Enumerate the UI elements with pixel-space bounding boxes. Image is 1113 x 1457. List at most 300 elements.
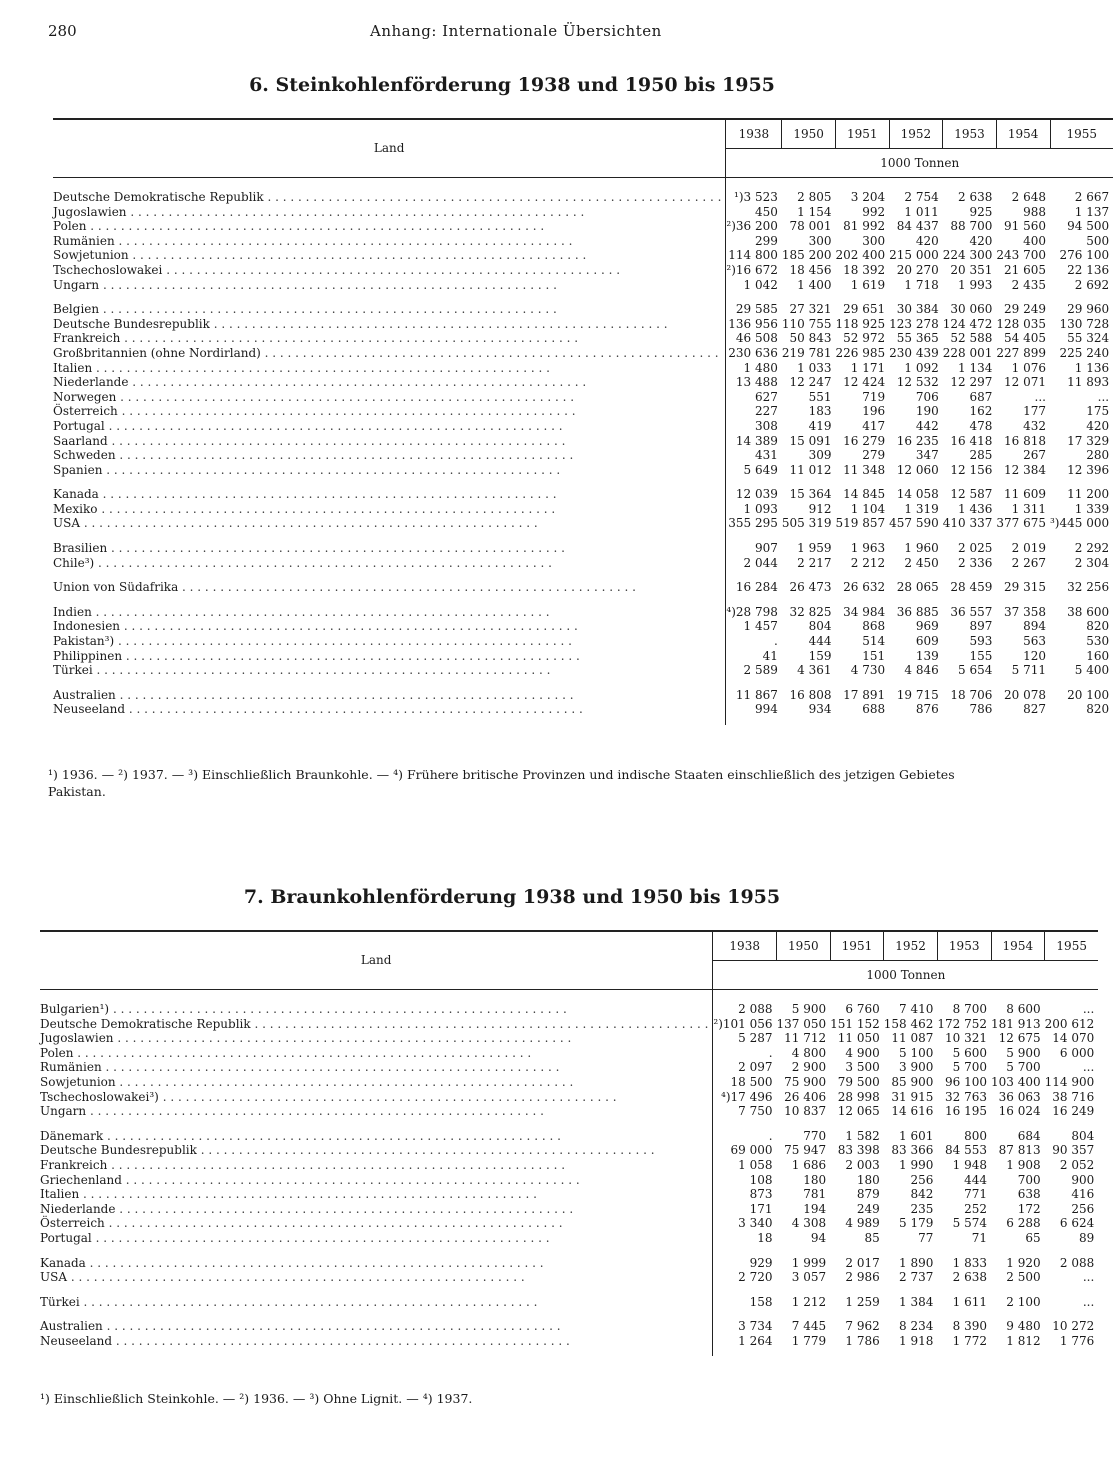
value-cell: 2 692	[1074, 277, 1110, 292]
value-cell: 34 984	[843, 604, 886, 619]
value-cell: 14 845	[843, 487, 886, 502]
value-cell: 4 800	[791, 1045, 827, 1060]
value-cell: 12 587	[950, 487, 993, 502]
value-cell: 91 560	[1004, 219, 1046, 234]
table-row	[40, 1319, 1098, 1334]
value-cell: 444	[808, 634, 832, 649]
value-cell: 12 039	[735, 487, 778, 502]
group-spacer-row	[40, 1309, 1098, 1319]
value-cell: 1 339	[1074, 501, 1110, 516]
country-label: Tschechoslowakei . . . . . . . . . . . . . . . . . . . . . . . . . . . . . . . . . . . . . . . . . . . . . . . . . . . . . . . . . . . .	[53, 263, 726, 278]
table7-title: 7. Braunkohlenförderung 1938 und 1950 bis 1955	[243, 886, 781, 908]
country-label: Großbritannien (ohne Nordirland) . . . . . . . . . . . . . . . . . . . . . . . . . . . . . . . . . . . . . . . . . . . . . . . . . . . . . . . . . . . .	[53, 346, 726, 361]
value-cell: 627	[754, 389, 778, 404]
table-row	[40, 1216, 1098, 1231]
value-cell: 2 003	[845, 1157, 880, 1172]
value-cell: 18 706	[950, 687, 993, 702]
value-cell: 14 389	[735, 433, 778, 448]
value-cell: 124 472	[942, 316, 993, 331]
table-row	[40, 1173, 1098, 1188]
value-cell: 139	[915, 648, 939, 663]
value-cell: 1 134	[958, 360, 993, 375]
value-cell: 137 050	[776, 1016, 827, 1031]
table7-year-1950: 1950	[777, 931, 831, 961]
value-cell: 804	[808, 619, 832, 634]
value-cell: 1 033	[797, 360, 832, 375]
value-cell: 16 195	[945, 1104, 988, 1119]
value-cell: 897	[969, 619, 993, 634]
value-cell: 781	[803, 1187, 827, 1202]
value-cell: 1 582	[845, 1128, 880, 1143]
value-cell: 227	[754, 404, 778, 419]
country-label: Chile³) . . . . . . . . . . . . . . . . . . . . . . . . . . . . . . . . . . . . . . . . . . . . . . . . . . . . . . . . . . . .	[53, 556, 726, 571]
value-cell: 17 891	[843, 687, 886, 702]
table-row	[40, 1046, 1098, 1061]
country-label: USA . . . . . . . . . . . . . . . . . . . . . . . . . . . . . . . . . . . . . . . . . . . . . . . . . . . . . . . . . . . .	[53, 516, 726, 531]
value-cell: 38 600	[1067, 604, 1110, 619]
table-row	[53, 248, 1113, 263]
country-label: Deutsche Bundesrepublik . . . . . . . . . . . . . . . . . . . . . . . . . . . . . . . . . . . . . . . . . . . . . . . . . . . . . . . . . . . .	[53, 317, 726, 332]
value-cell: 868	[862, 619, 886, 634]
table7-year-1951: 1951	[830, 931, 884, 961]
value-cell: 2 017	[845, 1255, 880, 1270]
value-cell: 22 136	[1067, 262, 1110, 277]
value-cell: ...	[1097, 389, 1110, 404]
value-cell: 1 136	[1074, 360, 1110, 375]
value-cell: 638	[1017, 1187, 1041, 1202]
table-row	[53, 649, 1113, 664]
table-row	[40, 1090, 1098, 1105]
value-cell: 29 249	[1004, 302, 1046, 317]
country-label: Ungarn . . . . . . . . . . . . . . . . . . . . . . . . . . . . . . . . . . . . . . . . . . . . . . . . . . . . . . . . . . . .	[53, 278, 726, 293]
value-cell: 2 025	[958, 541, 993, 556]
table-row	[53, 419, 1113, 434]
value-cell: 5 649	[743, 462, 778, 477]
value-cell: 16 418	[950, 433, 993, 448]
group-spacer-row	[53, 595, 1113, 605]
value-cell: 1 920	[1006, 1255, 1041, 1270]
country-label: Deutsche Demokratische Republik . . . . . . . . . . . . . . . . . . . . . . . . . . . . . . . . . . . . . . . . . . . . . . . . . . . . . . . . . . . .	[40, 1017, 713, 1032]
value-cell: 18 392	[843, 262, 886, 277]
value-cell: 78 001	[789, 219, 832, 234]
country-label: Pakistan³) . . . . . . . . . . . . . . . . . . . . . . . . . . . . . . . . . . . . . . . . . . . . . . . . . . . . . . . . . . . .	[53, 634, 726, 649]
value-cell: 13 488	[735, 375, 778, 390]
table6-year-1938: 1938	[726, 119, 782, 149]
value-cell: 444	[964, 1172, 988, 1187]
value-cell: 417	[862, 418, 886, 433]
country-label: Polen . . . . . . . . . . . . . . . . . . . . . . . . . . . . . . . . . . . . . . . . . . . . . . . . . . . . . . . . . . . .	[53, 219, 726, 234]
value-cell: 96 100	[945, 1074, 988, 1089]
value-cell: 225 240	[1059, 345, 1110, 360]
table-row	[40, 1017, 1098, 1032]
value-cell: 18 500	[730, 1074, 773, 1089]
value-cell: 5 179	[899, 1216, 934, 1231]
table6-year-1951: 1951	[836, 119, 890, 149]
value-cell: 12 297	[950, 375, 993, 390]
value-cell: 181 913	[991, 1016, 1041, 1031]
value-cell: 1 171	[850, 360, 886, 375]
value-cell: 11 348	[843, 462, 886, 477]
value-cell: 172 752	[937, 1016, 988, 1031]
spacer-row	[53, 178, 1113, 191]
value-cell: 432	[1023, 418, 1046, 433]
value-cell: 1 963	[850, 541, 886, 556]
value-cell: 202 400	[835, 248, 886, 263]
value-cell: 1 959	[797, 541, 832, 556]
country-label: Indien . . . . . . . . . . . . . . . . . . . . . . . . . . . . . . . . . . . . . . . . . . . . . . . . . . . . . . . . . . . .	[53, 605, 726, 620]
value-cell: 912	[808, 501, 832, 516]
value-cell: 190	[915, 404, 939, 419]
country-label: Frankreich . . . . . . . . . . . . . . . . . . . . . . . . . . . . . . . . . . . . . . . . . . . . . . . . . . . . . . . . . . . .	[40, 1158, 713, 1173]
value-cell: 7 750	[738, 1104, 773, 1119]
value-cell: 2 304	[1074, 555, 1110, 570]
value-cell: 224 300	[942, 248, 993, 263]
value-cell: 28 459	[950, 580, 993, 595]
value-cell: 108	[749, 1172, 773, 1187]
value-cell: 120	[1023, 648, 1046, 663]
value-cell: 16 818	[1004, 433, 1046, 448]
value-cell: 256	[910, 1172, 934, 1187]
value-cell: 130 728	[1059, 316, 1110, 331]
value-cell: 158	[749, 1294, 773, 1309]
value-cell: 2 336	[958, 555, 993, 570]
value-cell: 15 091	[789, 433, 832, 448]
value-cell: 4 900	[845, 1045, 880, 1060]
value-cell: 16 249	[1052, 1104, 1095, 1119]
value-cell: ¹)3 523	[734, 190, 778, 204]
table6-title: 6. Steinkohlenförderung 1938 und 1950 bis 1955	[249, 74, 775, 96]
value-cell: 1 611	[952, 1294, 988, 1309]
value-cell: 5 400	[1074, 663, 1110, 678]
country-label: Jugoslawien . . . . . . . . . . . . . . . . . . . . . . . . . . . . . . . . . . . . . . . . . . . . . . . . . . . . . . . . . . . .	[53, 205, 726, 220]
value-cell: 85	[864, 1230, 880, 1245]
value-cell: 925	[969, 204, 993, 219]
value-cell: 6 624	[1059, 1216, 1095, 1231]
value-cell: 177	[1023, 404, 1046, 419]
value-cell: 457 590	[889, 516, 939, 531]
value-cell: 876	[915, 702, 939, 717]
value-cell: 431	[754, 448, 778, 463]
value-cell: 1 154	[797, 204, 832, 219]
value-cell: 215 000	[889, 248, 939, 263]
value-cell: 160	[1086, 648, 1110, 663]
value-cell: 27 321	[789, 302, 832, 317]
value-cell: 175	[1086, 404, 1110, 419]
table-row	[53, 302, 1113, 317]
value-cell: 7 410	[899, 1002, 934, 1016]
table-row	[40, 1075, 1098, 1090]
value-cell: 183	[808, 404, 832, 419]
table-row	[53, 541, 1113, 556]
table6-footnote: ¹) 1936. — ²) 1937. — ³) Einschließlich Braunkohle. — ⁴) Frühere britische Provinzen und indische Staaten einschließlich des jetzigen Gebietes Pakistan.	[48, 767, 955, 799]
value-cell: 17 329	[1067, 433, 1110, 448]
value-cell: 36 557	[950, 604, 993, 619]
table-row	[40, 1202, 1098, 1217]
value-cell: 563	[1023, 634, 1046, 649]
value-cell: 32 825	[789, 604, 832, 619]
value-cell: 15 364	[789, 487, 832, 502]
value-cell: 804	[1071, 1128, 1095, 1143]
table-row	[53, 516, 1113, 531]
value-cell: 308	[754, 418, 778, 433]
value-cell: 4 989	[845, 1216, 880, 1231]
table-row	[53, 190, 1113, 205]
value-cell: 700	[1017, 1172, 1041, 1187]
country-label: Italien . . . . . . . . . . . . . . . . . . . . . . . . . . . . . . . . . . . . . . . . . . . . . . . . . . . . . . . . . . . .	[40, 1187, 713, 1202]
value-cell: 11 712	[784, 1031, 827, 1046]
table-row	[40, 1295, 1098, 1310]
value-cell: 20 270	[896, 262, 939, 277]
value-cell: 2 097	[738, 1060, 773, 1075]
value-cell: 519 857	[835, 516, 886, 531]
value-cell: ...	[1082, 1002, 1095, 1016]
value-cell: 300	[808, 233, 832, 248]
value-cell: 1 076	[1011, 360, 1046, 375]
value-cell: 55 365	[896, 331, 939, 346]
value-cell: 827	[1023, 702, 1046, 717]
value-cell: 155	[969, 648, 993, 663]
value-cell: 6 288	[1006, 1216, 1041, 1231]
group-spacer-row	[53, 292, 1113, 302]
value-cell: 8 234	[899, 1319, 934, 1334]
value-cell: 256	[1071, 1201, 1095, 1216]
value-cell: 151	[862, 648, 886, 663]
value-cell: 280	[1086, 448, 1110, 463]
value-cell: 2 638	[952, 1270, 988, 1285]
value-cell: 103 400	[991, 1074, 1041, 1089]
value-cell: 1 990	[899, 1157, 934, 1172]
value-cell: 1 011	[904, 204, 939, 219]
value-cell: 1 908	[1006, 1157, 1041, 1172]
country-label: Tschechoslowakei³) . . . . . . . . . . . . . . . . . . . . . . . . . . . . . . . . . . . . . . . . . . . . . . . . . . . . . . . . . . . .	[40, 1090, 713, 1105]
country-label: Griechenland . . . . . . . . . . . . . . . . . . . . . . . . . . . . . . . . . . . . . . . . . . . . . . . . . . . . . . . . . . . .	[40, 1173, 713, 1188]
value-cell: 10 272	[1052, 1319, 1095, 1334]
value-cell: 159	[808, 648, 832, 663]
value-cell: 196	[862, 404, 886, 419]
value-cell: 252	[964, 1201, 988, 1216]
country-label: Belgien . . . . . . . . . . . . . . . . . . . . . . . . . . . . . . . . . . . . . . . . . . . . . . . . . . . . . . . . . . . .	[53, 302, 726, 317]
table-row	[53, 434, 1113, 449]
value-cell: 158 462	[883, 1016, 934, 1031]
value-cell: 934	[808, 702, 832, 717]
value-cell: 32 763	[945, 1089, 988, 1104]
page-header	[48, 22, 983, 42]
country-label: Union von Südafrika . . . . . . . . . . . . . . . . . . . . . . . . . . . . . . . . . . . . . . . . . . . . . . . . . . . . . . . . . . . .	[53, 580, 726, 595]
value-cell: 3 500	[845, 1060, 880, 1075]
country-label: Österreich . . . . . . . . . . . . . . . . . . . . . . . . . . . . . . . . . . . . . . . . . . . . . . . . . . . . . . . . . . . .	[53, 404, 726, 419]
value-cell: 2 044	[743, 555, 778, 570]
value-cell: 879	[856, 1187, 880, 1202]
table7-year-1954: 1954	[991, 931, 1045, 961]
value-cell: 12 396	[1067, 462, 1110, 477]
value-cell: 36 063	[998, 1089, 1041, 1104]
value-cell: 267	[1023, 448, 1046, 463]
group-spacer-row	[40, 1119, 1098, 1129]
value-cell: 21 605	[1004, 262, 1046, 277]
value-cell: 1 833	[952, 1255, 988, 1270]
value-cell: 14 616	[891, 1104, 934, 1119]
value-cell: 84 437	[896, 219, 939, 234]
value-cell: 8 700	[952, 1002, 988, 1016]
value-cell: 688	[862, 702, 886, 717]
value-cell: 226 985	[835, 345, 886, 360]
table-row	[53, 205, 1113, 220]
value-cell: .	[774, 634, 778, 649]
value-cell: 2 212	[850, 555, 886, 570]
value-cell: ...	[1082, 1294, 1095, 1309]
value-cell: 355 295	[728, 516, 778, 531]
value-cell: 32 256	[1067, 580, 1110, 595]
value-cell: 28 998	[837, 1089, 880, 1104]
value-cell: 706	[915, 389, 939, 404]
country-label: Ungarn . . . . . . . . . . . . . . . . . . . . . . . . . . . . . . . . . . . . . . . . . . . . . . . . . . . . . . . . . . . .	[40, 1104, 713, 1119]
value-cell: 11 012	[789, 462, 832, 477]
country-label: Philippinen . . . . . . . . . . . . . . . . . . . . . . . . . . . . . . . . . . . . . . . . . . . . . . . . . . . . . . . . . . . .	[53, 649, 726, 664]
value-cell: 11 867	[735, 687, 778, 702]
value-cell: 172	[1017, 1201, 1041, 1216]
value-cell: 94 500	[1067, 219, 1110, 234]
value-cell: 12 156	[950, 462, 993, 477]
value-cell: 820	[1086, 619, 1110, 634]
value-cell: 2 638	[958, 190, 993, 204]
country-label: Deutsche Bundesrepublik . . . . . . . . . . . . . . . . . . . . . . . . . . . . . . . . . . . . . . . . . . . . . . . . . . . . . . . . . . . .	[40, 1143, 713, 1158]
value-cell: 2 100	[1006, 1294, 1041, 1309]
value-cell: 969	[915, 619, 939, 634]
value-cell: 1 259	[845, 1294, 880, 1309]
table7-year-1953: 1953	[937, 931, 991, 961]
table7-year-1955: 1955	[1045, 931, 1099, 961]
value-cell: 81 992	[843, 219, 886, 234]
table-row	[53, 404, 1113, 419]
country-label: Deutsche Demokratische Republik . . . . . . . . . . . . . . . . . . . . . . . . . . . . . . . . . . . . . . . . . . . . . . . . . . . . . . . . . . . .	[53, 190, 726, 205]
table7-footnote: ¹) Einschließlich Steinkohle. — ²) 1936. — ³) Ohne Lignit. — ⁴) 1937.	[40, 1391, 473, 1406]
value-cell: 5 711	[1011, 663, 1046, 678]
value-cell: 12 532	[896, 375, 939, 390]
table-row	[53, 619, 1113, 634]
value-cell: 400	[1023, 233, 1046, 248]
table-row	[40, 1002, 1098, 1017]
group-spacer-row	[53, 678, 1113, 688]
value-cell: 54 405	[1004, 331, 1046, 346]
value-cell: 609	[915, 634, 939, 649]
table-row	[53, 556, 1113, 571]
value-cell: 530	[1086, 634, 1110, 649]
value-cell: 14 070	[1052, 1031, 1095, 1046]
value-cell: 2 292	[1074, 541, 1110, 556]
value-cell: 2 435	[1011, 277, 1046, 292]
value-cell: 180	[803, 1172, 827, 1187]
value-cell: 30 060	[950, 302, 993, 317]
value-cell: 5 600	[952, 1045, 988, 1060]
value-cell: 90 357	[1052, 1143, 1095, 1158]
value-cell: 1 718	[904, 277, 939, 292]
value-cell: 75 947	[784, 1143, 827, 1158]
group-spacer-row	[40, 1246, 1098, 1256]
value-cell: 1 093	[743, 501, 778, 516]
value-cell: ⁴)17 496	[721, 1089, 773, 1104]
value-cell: 2 986	[845, 1270, 880, 1285]
value-cell: 1 948	[952, 1157, 988, 1172]
value-cell: 20 100	[1067, 687, 1110, 702]
country-label: Spanien . . . . . . . . . . . . . . . . . . . . . . . . . . . . . . . . . . . . . . . . . . . . . . . . . . . . . . . . . . . .	[53, 463, 726, 478]
value-cell: 1 999	[791, 1255, 827, 1270]
country-label: Portugal . . . . . . . . . . . . . . . . . . . . . . . . . . . . . . . . . . . . . . . . . . . . . . . . . . . . . . . . . . . .	[40, 1231, 713, 1246]
value-cell: 416	[1071, 1187, 1095, 1202]
country-label: Niederlande . . . . . . . . . . . . . . . . . . . . . . . . . . . . . . . . . . . . . . . . . . . . . . . . . . . . . . . . . . . .	[53, 375, 726, 390]
value-cell: 1 776	[1059, 1333, 1095, 1348]
country-label: Bulgarien¹) . . . . . . . . . . . . . . . . . . . . . . . . . . . . . . . . . . . . . . . . . . . . . . . . . . . . . . . . . . . .	[40, 1002, 713, 1017]
value-cell: 41	[762, 648, 778, 663]
value-cell: 94	[810, 1230, 827, 1245]
value-cell: 2 720	[738, 1270, 773, 1285]
value-cell: 12 675	[998, 1031, 1041, 1046]
value-cell: 1 457	[743, 619, 778, 634]
country-label: Italien . . . . . . . . . . . . . . . . . . . . . . . . . . . . . . . . . . . . . . . . . . . . . . . . . . . . . . . . . . . .	[53, 361, 726, 376]
value-cell: 309	[808, 448, 832, 463]
value-cell: 5 100	[899, 1045, 934, 1060]
value-cell: 1 812	[1006, 1333, 1041, 1348]
table-row	[53, 605, 1113, 620]
spacer-row	[53, 717, 1113, 725]
country-label: Australien . . . . . . . . . . . . . . . . . . . . . . . . . . . . . . . . . . . . . . . . . . . . . . . . . . . . . . . . . . . .	[40, 1319, 713, 1334]
country-label: Brasilien . . . . . . . . . . . . . . . . . . . . . . . . . . . . . . . . . . . . . . . . . . . . . . . . . . . . . . . . . . . .	[53, 541, 726, 556]
value-cell: 19 715	[896, 687, 939, 702]
value-cell: 228 001	[942, 345, 993, 360]
value-cell: 5 900	[1006, 1045, 1041, 1060]
country-label: Portugal . . . . . . . . . . . . . . . . . . . . . . . . . . . . . . . . . . . . . . . . . . . . . . . . . . . . . . . . . . . .	[53, 419, 726, 434]
value-cell: 12 060	[896, 462, 939, 477]
value-cell: .	[768, 1128, 773, 1143]
value-cell: 2 450	[904, 555, 939, 570]
table-row	[40, 1256, 1098, 1271]
value-cell: 235	[910, 1201, 934, 1216]
country-label: Indonesien . . . . . . . . . . . . . . . . . . . . . . . . . . . . . . . . . . . . . . . . . . . . . . . . . . . . . . . . . . . .	[53, 619, 726, 634]
value-cell: 2 737	[899, 1270, 934, 1285]
country-label: Österreich . . . . . . . . . . . . . . . . . . . . . . . . . . . . . . . . . . . . . . . . . . . . . . . . . . . . . . . . . . . .	[40, 1216, 713, 1231]
value-cell: 7 445	[791, 1319, 827, 1334]
value-cell: 1 212	[791, 1294, 827, 1309]
table-row	[40, 1334, 1098, 1349]
value-cell: 12 384	[1004, 462, 1046, 477]
value-cell: 89	[1078, 1230, 1095, 1245]
country-label: Niederlande . . . . . . . . . . . . . . . . . . . . . . . . . . . . . . . . . . . . . . . . . . . . . . . . . . . . . . . . . . . .	[40, 1202, 713, 1217]
value-cell: 180	[856, 1172, 880, 1187]
value-cell: 16 024	[998, 1104, 1041, 1119]
country-label: Neuseeland . . . . . . . . . . . . . . . . . . . . . . . . . . . . . . . . . . . . . . . . . . . . . . . . . . . . . . . . . . . .	[40, 1334, 713, 1349]
value-cell: 3 057	[791, 1270, 827, 1285]
table6-coal	[53, 118, 1113, 725]
value-cell: 478	[969, 418, 993, 433]
value-cell: 26 406	[784, 1089, 827, 1104]
value-cell: 29 585	[735, 302, 778, 317]
value-cell: 4 730	[850, 663, 886, 678]
table-row	[40, 1158, 1098, 1173]
country-label: Frankreich . . . . . . . . . . . . . . . . . . . . . . . . . . . . . . . . . . . . . . . . . . . . . . . . . . . . . . . . . . . .	[53, 331, 726, 346]
value-cell: 5 700	[1006, 1060, 1041, 1075]
value-cell: 162	[969, 404, 993, 419]
value-cell: 69 000	[730, 1143, 773, 1158]
value-cell: 300	[862, 233, 886, 248]
value-cell: 71	[971, 1230, 988, 1245]
table-row	[53, 702, 1113, 717]
value-cell: 3 340	[738, 1216, 773, 1231]
table-row	[53, 448, 1113, 463]
table7-land-header: Land	[40, 931, 713, 990]
spacer-row	[40, 1348, 1098, 1356]
value-cell: 1 601	[899, 1128, 934, 1143]
table-row	[53, 390, 1113, 405]
value-cell: 79 500	[837, 1074, 880, 1089]
